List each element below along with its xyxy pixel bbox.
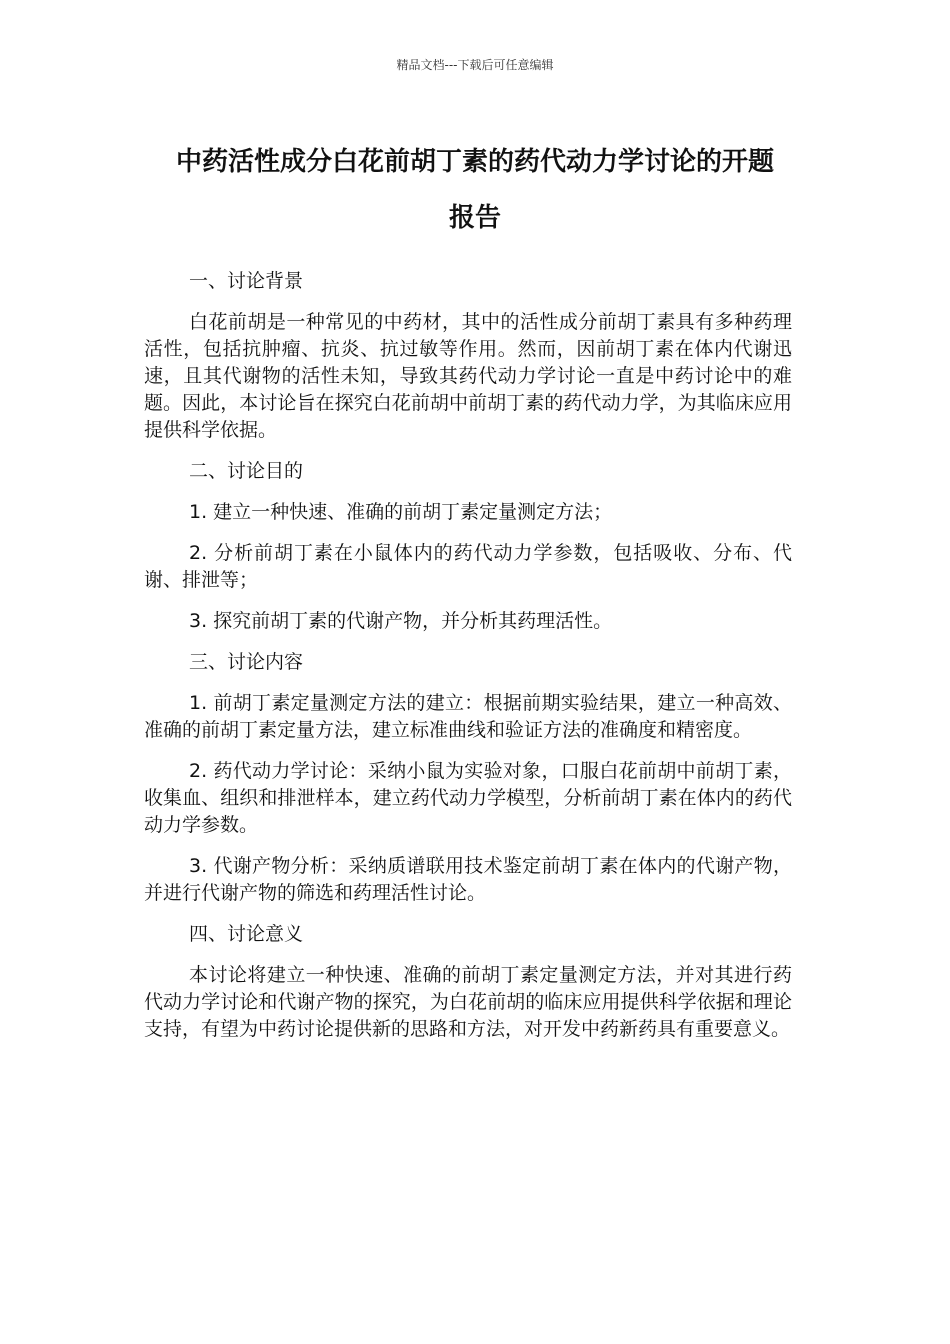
section-heading-content: 三、讨论内容: [189, 651, 304, 673]
document-title-line-1: 中药活性成分白花前胡丁素的药代动力学讨论的开题: [175, 147, 774, 177]
purpose-item-1: 1. 建立一种快速、准确的前胡丁素定量测定方法；: [189, 501, 613, 523]
page-header: 精品文档---下载后可任意编辑: [396, 58, 554, 72]
significance-paragraph: 本讨论将建立一种快速、准确的前胡丁素定量测定方法，并对其进行药代动力学讨论和代谢产物的探究，为白花前胡的临床应用提供科学依据和理论支持，有望为中药讨论提供新的思路和方法，对开发中药新药具有重要意义。: [144, 964, 792, 1040]
content-item-3: 3. 代谢产物分析：采纳质谱联用技术鉴定前胡丁素在体内的代谢产物，并进行代谢产物的筛选和药理活性讨论。: [144, 855, 792, 904]
document-body: [144, 268, 792, 1057]
document-title: [140, 134, 810, 246]
content-item-1: 1. 前胡丁素定量测定方法的建立：根据前期实验结果，建立一种高效、准确的前胡丁素定量方法，建立标准曲线和验证方法的准确度和精密度。: [144, 692, 792, 741]
section-heading-significance: 四、讨论意义: [189, 923, 304, 945]
section-heading-background: 一、讨论背景: [189, 270, 304, 292]
background-paragraph: 白花前胡是一种常见的中药材，其中的活性成分前胡丁素具有多种药理活性，包括抗肿瘤、抗炎、抗过敏等作用。然而，因前胡丁素在体内代谢迅速，且其代谢物的活性未知，导致其药代动力学讨论一直是中药讨论中的难题。因此，本讨论旨在探究白花前胡中前胡丁素的药代动力学，为其临床应用提供科学依据。: [144, 311, 792, 441]
section-heading-purpose: 二、讨论目的: [189, 460, 304, 482]
content-item-2: 2. 药代动力学讨论：采纳小鼠为实验对象，口服白花前胡中前胡丁素，收集血、组织和排泄样本，建立药代动力学模型，分析前胡丁素在体内的药代动力学参数。: [144, 760, 792, 836]
purpose-item-3: 3. 探究前胡丁素的代谢产物，并分析其药理活性。: [189, 610, 613, 632]
document-title-line-2: 报告: [448, 203, 501, 233]
purpose-item-2: 2. 分析前胡丁素在小鼠体内的药代动力学参数，包括吸收、分布、代谢、排泄等；: [144, 542, 792, 591]
